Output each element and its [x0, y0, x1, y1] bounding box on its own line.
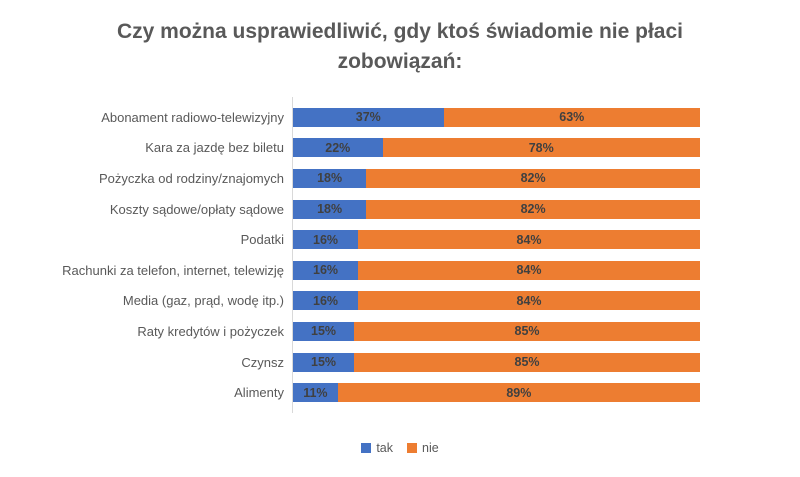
bar-segment-tak	[293, 383, 338, 402]
legend-item-nie	[407, 441, 439, 455]
legend-item-tak	[361, 441, 393, 455]
bar-track	[293, 138, 700, 157]
category-axis-line	[292, 97, 293, 413]
data-label: 16%	[313, 293, 339, 308]
data-label: 16%	[313, 263, 339, 278]
category-label: Abonament radiowo-telewizyjny	[101, 109, 284, 125]
bar-segment-nie	[444, 108, 700, 127]
data-label: 84%	[516, 232, 542, 247]
bar-segment-tak	[293, 200, 366, 219]
data-label: 11%	[303, 385, 328, 400]
bar-segment-nie	[338, 383, 700, 402]
data-label: 15%	[311, 324, 337, 339]
bar-row	[0, 102, 800, 133]
bar-segment-nie	[354, 322, 700, 341]
bar-track	[293, 322, 700, 341]
bar-row	[0, 163, 800, 194]
data-label: 16%	[313, 232, 339, 247]
bar-row	[0, 224, 800, 255]
bar-segment-tak	[293, 138, 383, 157]
legend	[0, 441, 800, 455]
bar-track	[293, 261, 700, 280]
data-label: 15%	[311, 355, 337, 370]
bar-segment-nie	[383, 138, 700, 157]
bar-segment-nie	[358, 261, 700, 280]
bar-track	[293, 353, 700, 372]
category-label: Podatki	[240, 232, 284, 248]
category-label: Pożyczka od rodziny/znajomych	[99, 170, 284, 186]
bar-track	[293, 383, 700, 402]
data-label: 85%	[514, 324, 540, 339]
data-label: 37%	[355, 110, 381, 125]
bar-track	[293, 291, 700, 310]
data-label: 82%	[520, 171, 546, 186]
bar-segment-nie	[366, 169, 700, 188]
data-label: 22%	[325, 140, 351, 155]
category-label: Raty kredytów i pożyczek	[137, 323, 284, 339]
category-label: Rachunki za telefon, internet, telewizję	[62, 262, 284, 278]
data-label: 85%	[514, 355, 540, 370]
category-label: Media (gaz, prąd, wodę itp.)	[122, 293, 284, 309]
bar-segment-tak	[293, 230, 358, 249]
bar-track	[293, 230, 700, 249]
chart-title: Czy można usprawiedliwić, gdy ktoś świadomie nie płaci zobowiązań:	[117, 20, 683, 73]
bar-row	[0, 377, 800, 408]
bar-segment-tak	[293, 108, 444, 127]
category-label: Czynsz	[241, 354, 284, 370]
bar-segment-tak	[293, 261, 358, 280]
bar-row	[0, 316, 800, 347]
category-label: Koszty sądowe/opłaty sądowe	[109, 201, 284, 217]
bar-segment-nie	[358, 230, 700, 249]
bar-track	[293, 169, 700, 188]
bar-segment-tak	[293, 353, 354, 372]
bar-segment-tak	[293, 291, 358, 310]
legend-label: tak	[376, 440, 393, 455]
bar-row	[0, 133, 800, 164]
bar-row	[0, 347, 800, 378]
category-label: Kara za jazdę bez biletu	[145, 140, 284, 156]
bar-segment-nie	[354, 353, 700, 372]
plot-rows	[0, 102, 800, 408]
plot-area	[0, 102, 800, 408]
bar-row	[0, 194, 800, 225]
legend-label: nie	[422, 440, 439, 455]
legend-swatch-tak	[361, 443, 371, 453]
bar-segment-nie	[366, 200, 700, 219]
data-label: 89%	[506, 385, 532, 400]
data-label: 18%	[317, 171, 343, 186]
data-label: 82%	[520, 202, 546, 217]
legend-swatch-nie	[407, 443, 417, 453]
data-label: 18%	[317, 202, 343, 217]
data-label: 63%	[559, 110, 585, 125]
bar-track	[293, 200, 700, 219]
bar-row	[0, 286, 800, 317]
bar-track	[293, 108, 700, 127]
bar-segment-nie	[358, 291, 700, 310]
data-label: 84%	[516, 263, 542, 278]
data-label: 84%	[516, 293, 542, 308]
bar-row	[0, 255, 800, 286]
bar-segment-tak	[293, 169, 366, 188]
data-label: 78%	[528, 140, 554, 155]
bar-segment-tak	[293, 322, 354, 341]
category-label: Alimenty	[234, 385, 284, 401]
